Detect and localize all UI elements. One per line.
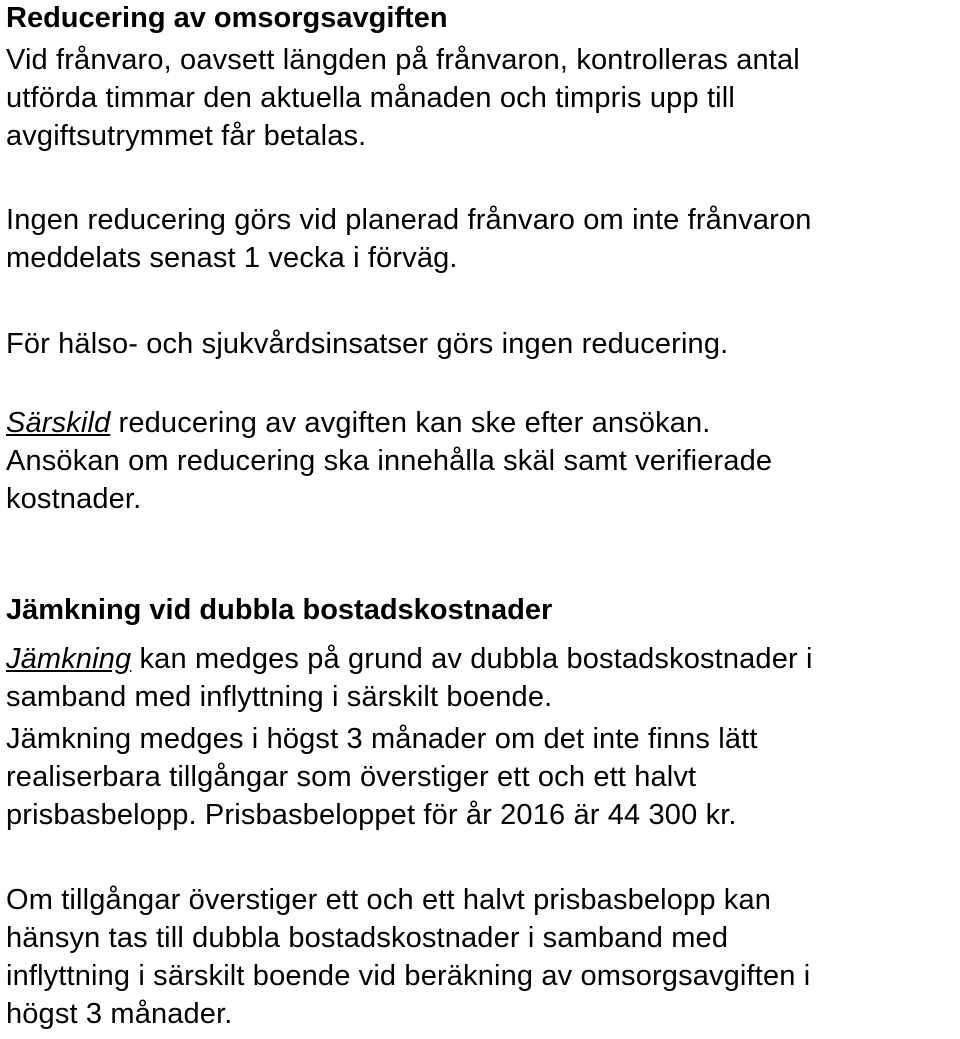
text-line: hänsyn tas till dubbla bostadskostnader i samband med [6,922,729,954]
sarskild-link[interactable]: Särskild [6,407,111,439]
text-line: prisbasbelopp. Prisbasbeloppet för år 2016 är 44 300 kr. [6,799,737,831]
text-line: inflyttning i särskilt boende vid beräkning av omsorgsavgiften i [6,960,811,992]
section-heading-jamkning: Jämkning vid dubbla bostadskostnader [6,594,553,626]
text-line: samband med inflyttning i särskilt boende. [6,681,553,713]
text-line: högst 3 månader. [6,998,233,1030]
paragraph-planerad-franvaro [6,201,812,277]
text-line: För hälso- och sjukvårdsinsatser görs ingen reducering. [6,328,729,360]
text-fragment: kan medges på grund av dubbla bostadskostnader i [131,643,813,675]
text-line: Ansökan om reducering ska innehålla skäl samt verifierade [6,445,773,477]
text-line [6,640,813,678]
paragraph-halso-sjukvard [6,325,728,363]
text-line: meddelats senast 1 vecka i förväg. [6,242,458,274]
paragraph-franvaro [6,41,800,155]
jamkning-link[interactable]: Jämkning [6,643,132,675]
text-line [6,404,772,442]
text-line: Jämkning medges i högst 3 månader om det inte finns lätt [6,723,758,755]
paragraph-tillgangar [6,881,810,1033]
text-line: utförda timmar den aktuella månaden och timpris upp till [6,82,735,114]
text-fragment: reducering av avgiften kan ske efter ansökan. [110,407,711,439]
section-heading-reducering: Reducering av omsorgsavgiften [6,2,448,34]
text-line: avgiftsutrymmet får betalas. [6,120,367,152]
text-line: Vid frånvaro, oavsett längden på frånvaron, kontrolleras antal [6,44,800,76]
paragraph-sarskild-reducering [6,404,772,518]
text-line: Om tillgångar överstiger ett och ett halvt prisbasbelopp kan [6,884,772,916]
text-line: kostnader. [6,483,142,515]
paragraph-hogst-3-manader [6,720,758,834]
text-line: Ingen reducering görs vid planerad frånvaro om inte frånvaron [6,204,812,236]
text-line: realiserbara tillgångar som överstiger ett och ett halvt [6,761,697,793]
paragraph-jamkning-medges [6,640,813,716]
